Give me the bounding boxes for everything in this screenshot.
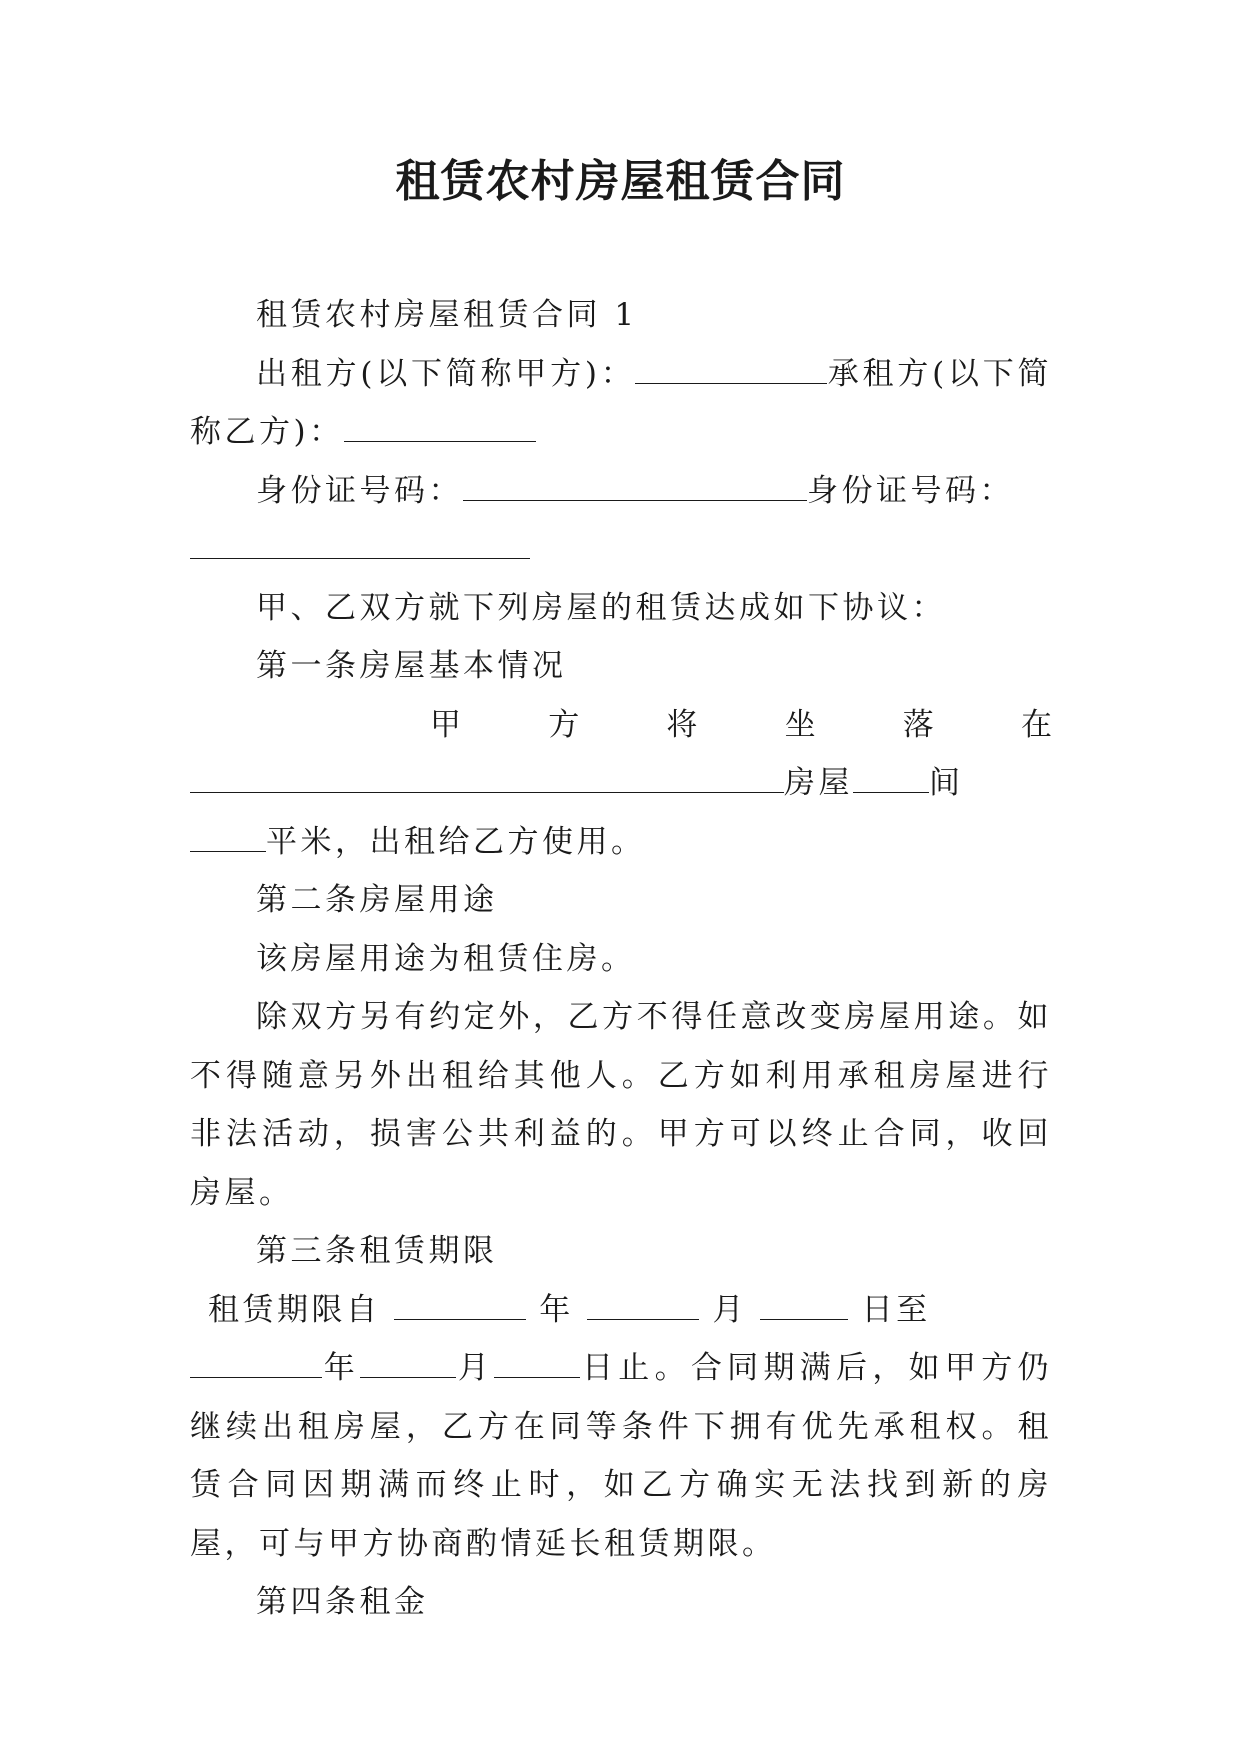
agreement-intro: 甲、乙双方就下列房屋的租赁达成如下协议： [256, 589, 946, 626]
contract-heading: 租赁农村房屋租赁合同 1 [256, 297, 638, 333]
article-3-paragraph [190, 1281, 1052, 1574]
area-tail: 平米，出租给乙方使用。 [266, 823, 646, 860]
article-1-location-line [190, 754, 1052, 871]
document-body [190, 286, 1052, 1632]
end-day-blank[interactable] [494, 1349, 580, 1378]
lessor-blank[interactable] [635, 355, 827, 384]
lessee-id-blank[interactable] [190, 530, 530, 559]
lessor-id-blank[interactable] [463, 472, 807, 501]
end-year-blank[interactable] [190, 1349, 322, 1378]
room-count-blank[interactable] [853, 764, 929, 793]
article-2-paragraph-2: 除双方另有约定外，乙方不得任意改变房屋用途。如不得随意另外出租给其他人。乙方如利用承租房屋进行非法活动，损害公共利益的。甲方可以终止合同，收回房屋。 [190, 999, 1052, 1211]
room-label: 间 [929, 765, 964, 801]
month-label-2: 月 [456, 1350, 495, 1386]
article-2-paragraph-1: 该房屋用途为租赁住房。 [256, 940, 636, 977]
document-title: 租赁农村房屋租赁合同 [395, 156, 846, 207]
month-label: 月 [712, 1291, 747, 1328]
article-1-spaced-line [190, 696, 1052, 755]
article-3-title: 第三条租赁期限 [256, 1233, 498, 1269]
end-month-blank[interactable] [360, 1349, 456, 1378]
spaced-char: 将 [666, 706, 698, 743]
spaced-char: 甲 [430, 706, 461, 743]
year-label-2: 年 [322, 1350, 361, 1386]
id-paragraph [190, 462, 1052, 579]
article-1-title: 第一条房屋基本情况 [256, 648, 567, 684]
year-label: 年 [539, 1291, 574, 1328]
id-label-lessor: 身份证号码： [256, 472, 463, 509]
day-to-label: 日至 [861, 1291, 931, 1328]
term-from-label: 租赁期限自 [208, 1291, 381, 1328]
article-4-title: 第四条租金 [256, 1584, 429, 1620]
spaced-char: 落 [902, 706, 934, 743]
lessor-label: 出租方(以下简称甲方)： [256, 355, 636, 392]
house-label: 房屋 [784, 765, 853, 801]
start-month-blank[interactable] [587, 1291, 699, 1320]
parties-paragraph [190, 345, 1052, 462]
term-rest: 日止。合同期满后，如甲方仍继续出租房屋，乙方在同等条件下拥有优先承租权。租赁合同因期满而终止时，如乙方确实无法找到新的房屋，可与甲方协商酌情延长租赁期限。 [190, 1350, 1053, 1562]
start-day-blank[interactable] [760, 1291, 848, 1320]
article-2-title: 第二条房屋用途 [256, 882, 498, 918]
location-blank[interactable] [190, 764, 784, 793]
area-blank[interactable] [190, 823, 266, 852]
start-year-blank[interactable] [394, 1291, 526, 1320]
id-label-lessee: 身份证号码： [807, 472, 1014, 509]
lessee-blank[interactable] [344, 413, 536, 442]
lessee-label: 承租方(以下简称乙方)： [190, 355, 1053, 450]
spaced-char: 坐 [784, 706, 816, 743]
spaced-char: 在 [1020, 706, 1052, 743]
spaced-char: 方 [548, 706, 580, 743]
